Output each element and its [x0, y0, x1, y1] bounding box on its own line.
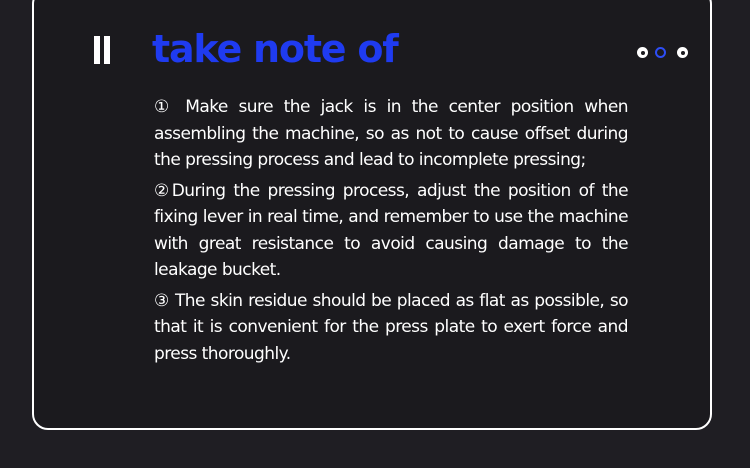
note-marker: ① — [154, 97, 175, 117]
note-item-3 — [154, 288, 628, 368]
note-text: Make sure the jack is in the center position when assembling the machine, so as not to cause offset during the pressing process and lead to incomplete pressing; — [154, 97, 628, 170]
page-title: take note of — [152, 27, 398, 71]
notes-list — [154, 94, 628, 371]
pause-bar-right — [104, 36, 110, 64]
dot-filled-icon — [677, 47, 688, 58]
note-item-2 — [154, 178, 628, 284]
note-text: The skin residue should be placed as flat as possible, so that it is convenient for the press plate to exert force and press thoroughly. — [154, 290, 628, 364]
pager-dots — [637, 47, 689, 59]
note-item-1 — [154, 94, 628, 174]
note-marker: ② — [154, 180, 172, 201]
pause-bar-left — [94, 36, 100, 64]
pause-icon — [94, 36, 112, 64]
dot-hollow-icon — [655, 47, 666, 58]
note-text: During the pressing process, adjust the position of the fixing lever in real time, and remember to use the machine with great resistance to avoid causing damage to the leakage bucket. — [154, 180, 628, 280]
note-marker: ③ — [154, 290, 170, 311]
dot-filled-icon — [637, 47, 648, 58]
